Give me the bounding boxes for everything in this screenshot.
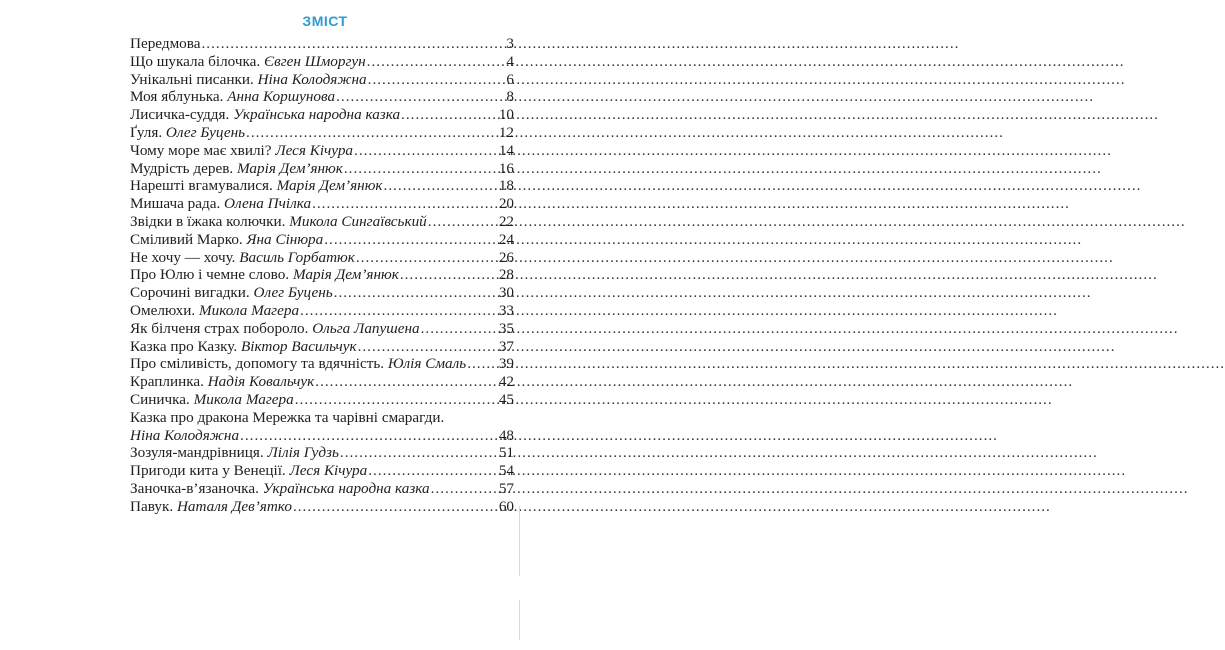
leader-dots [401,106,498,124]
toc-entry-page: 14 [498,141,514,159]
toc-entry-author: Леся Кічура [289,462,368,480]
toc-entry [130,427,514,445]
toc-entry-title: Казка про Казку. [130,337,238,355]
toc-entry-page: 26 [498,248,514,266]
leader-dots [368,71,506,89]
toc-entry-page: 3 [506,35,514,52]
toc-entry-page: 24 [498,230,514,248]
toc-entry [130,195,514,213]
leader-dots [295,391,498,409]
toc-entry [130,249,514,267]
toc-entry [130,106,514,124]
toc-entry-title: Ґуля. [130,123,163,141]
toc-entry [130,53,514,71]
toc-entry-title: Як білченя страх побороло. [130,319,309,337]
toc-entry [130,142,514,160]
toc-entry [130,302,514,320]
leader-dots [344,160,498,178]
toc-entry-title: Про Юлю і чемне слово. [130,266,290,284]
toc-entry-title: Пригоди кита у Венеції. [130,462,286,480]
toc-entry-page: 16 [498,159,514,177]
toc-entry-author: Леся Кічура [275,141,354,159]
leader-dots [315,373,498,391]
toc-entry-page: 54 [498,462,514,480]
toc-entry-page: 42 [498,373,514,391]
toc-entry-heading [130,249,355,267]
leader-dots [354,142,498,160]
toc-entry-heading [130,106,400,124]
leader-dots [312,195,498,213]
leader-dots [400,266,498,284]
toc-entry-author: Віктор Васильчук [240,337,357,355]
toc-entry-title-line [130,409,514,427]
toc-entry-heading [130,266,399,284]
toc-entry [130,231,514,249]
toc-entry-heading [130,338,357,356]
toc-entry-author: Микола Магера [198,301,300,319]
leader-dots [246,124,498,142]
toc-entry-author: Надія Ковальчук [207,373,315,391]
toc-entry [130,124,514,142]
toc-entry-title: Заночка-в’язаночка. [130,479,259,497]
toc-entry-page: 18 [498,177,514,195]
toc-entry-heading [130,177,383,195]
toc-entry-heading [130,53,366,71]
toc-entry [130,338,514,356]
toc-entry-heading [130,71,367,89]
toc-entry-title: Синичка. [130,390,190,408]
toc-entry [130,35,514,53]
toc-entry-title: Що шукала білочка. [130,52,261,70]
leader-dots [428,213,498,231]
toc-entry-heading [130,124,245,142]
toc-entry-heading [130,498,292,516]
toc-entry-page: 20 [498,195,514,213]
toc-entry-title: Сорочині вигадки. [130,284,250,302]
toc-entry-page: 30 [498,284,514,302]
toc-entry-heading [130,462,367,480]
toc-entry-author: Євген Шморгун [264,52,366,70]
leader-dots [240,427,498,445]
scan-artifact-line [519,600,520,640]
toc-entry-author: Олег Буцень [253,284,333,302]
leader-dots [293,498,498,516]
leader-dots [367,53,506,71]
leader-dots [431,480,498,498]
toc-entry-heading [130,88,335,106]
toc-entry-heading [130,35,201,53]
leader-dots [384,177,498,195]
toc-entry-title: Про сміливість, допомогу та вдячність. [130,355,385,373]
toc-entry [130,266,514,284]
leader-dots [467,355,498,373]
toc-entry-heading [130,231,323,249]
leader-dots [334,284,498,302]
toc-entry [130,88,514,106]
toc-entry-page: 45 [498,390,514,408]
toc-entry-author: Яна Сінюра [246,230,324,248]
toc-entry [130,177,514,195]
toc-entry-page: 22 [498,212,514,230]
toc-entry [130,462,514,480]
toc-entry [130,498,514,516]
leader-dots [300,302,498,320]
toc-entry [130,391,514,409]
toc-entry [130,284,514,302]
leader-dots [324,231,498,249]
toc-entry-author: Марія Дем’янюк [292,266,399,284]
toc-entry-heading [130,195,311,213]
toc-entry-page: 4 [506,52,514,70]
toc-entry-title: Павук. [130,497,174,515]
toc-entry-title: Краплинка. [130,373,204,391]
toc-entry-title: Омелюхи. [130,301,196,319]
toc-entry-page: 57 [498,479,514,497]
toc-entry-author: Микола Сингаївський [289,212,427,230]
toc-entry-author: Олена Пчілка [224,195,312,213]
toc-entry-page: 28 [498,266,514,284]
toc-entry [130,444,514,462]
leader-dots [202,35,506,53]
toc-entry-page: 35 [498,319,514,337]
toc-entry-title: Унікальні писанки. [130,70,254,88]
toc-entry-title: Моя яблунька. [130,88,224,106]
leader-dots [368,462,498,480]
toc-entry-heading [130,213,427,231]
toc-entry-page: 6 [506,70,514,88]
toc-entry-author: Марія Дем’янюк [236,159,343,177]
toc-entry-page: 33 [498,301,514,319]
toc-entry-heading [130,391,294,409]
toc-entry-heading [130,320,420,338]
toc-entry-title: Сміливий Марко. [130,230,243,248]
toc-entry-heading [130,355,466,373]
toc-entry-title: Не хочу — хочу. [130,248,236,266]
toc-entry-page: 12 [498,123,514,141]
toc-entry-author: Наталя Дев’ятко [176,497,292,515]
toc-entry-page: 48 [498,426,514,444]
toc-entry [130,213,514,231]
toc-entry-heading [130,284,333,302]
leader-dots [356,249,498,267]
toc-entry-page: 39 [498,355,514,373]
toc-entry [130,320,514,338]
toc-entry-title: Мишача рада. [130,195,221,213]
toc-entry-author: Марія Дем’янюк [276,177,383,195]
toc-entry-heading [130,373,314,391]
toc-entry [130,160,514,178]
toc-entry-author: Ольга Лапушена [312,319,420,337]
toc-entry-page: 37 [498,337,514,355]
toc-entry-author: Ніна Колодяжна [257,70,367,88]
toc-entry-title: Казка про дракона Мережка та чарівні смарагди. [130,408,445,426]
scan-artifact-line [519,506,520,576]
toc-entry-page: 60 [498,497,514,515]
toc-entry-author: Українська народна казка [233,106,401,124]
toc-entry-page: 10 [498,106,514,124]
toc-entry-heading [130,302,299,320]
toc-entry-author: Українська народна казка [262,479,430,497]
toc-entry-title: Лисичка-суддя. [130,106,230,124]
toc-entry-heading [130,160,343,178]
leader-dots [336,88,505,106]
contents-heading: ЗМІСТ [302,13,348,29]
toc-entry-title: Передмова [130,35,201,52]
toc-entry-title: Зозуля-мандрівниця. [130,444,264,462]
table-of-contents [130,35,514,516]
leader-dots [340,444,498,462]
toc-entry-author: Лілія Гудзь [267,444,339,462]
toc-entry-author: Микола Магера [193,390,294,408]
toc-entry [130,355,514,373]
toc-entry-heading [130,480,430,498]
toc-entry-author: Анна Коршунова [227,88,336,106]
toc-entry-heading [130,142,353,160]
toc-entry-title: Нарешті вгамувалися. [130,177,273,195]
toc-entry [130,480,514,498]
leader-dots [358,338,498,356]
leader-dots [421,320,498,338]
toc-entry-page: 8 [506,88,514,106]
toc-entry-heading [130,444,339,462]
toc-entry-author: Ніна Колодяжна [130,426,240,444]
toc-entry-author: Юлія Смаль [387,355,467,373]
toc-entry-page: 51 [498,444,514,462]
toc-entry [130,373,514,391]
toc-entry-author: Василь Горбатюк [239,248,355,266]
toc-entry-title: Чому море має хвилі? [130,141,272,159]
toc-entry-author: Олег Буцень [165,123,246,141]
toc-entry-title: Мудрість дерев. [130,159,234,177]
toc-entry [130,71,514,89]
toc-entry-title: Звідки в їжака колючки. [130,212,286,230]
